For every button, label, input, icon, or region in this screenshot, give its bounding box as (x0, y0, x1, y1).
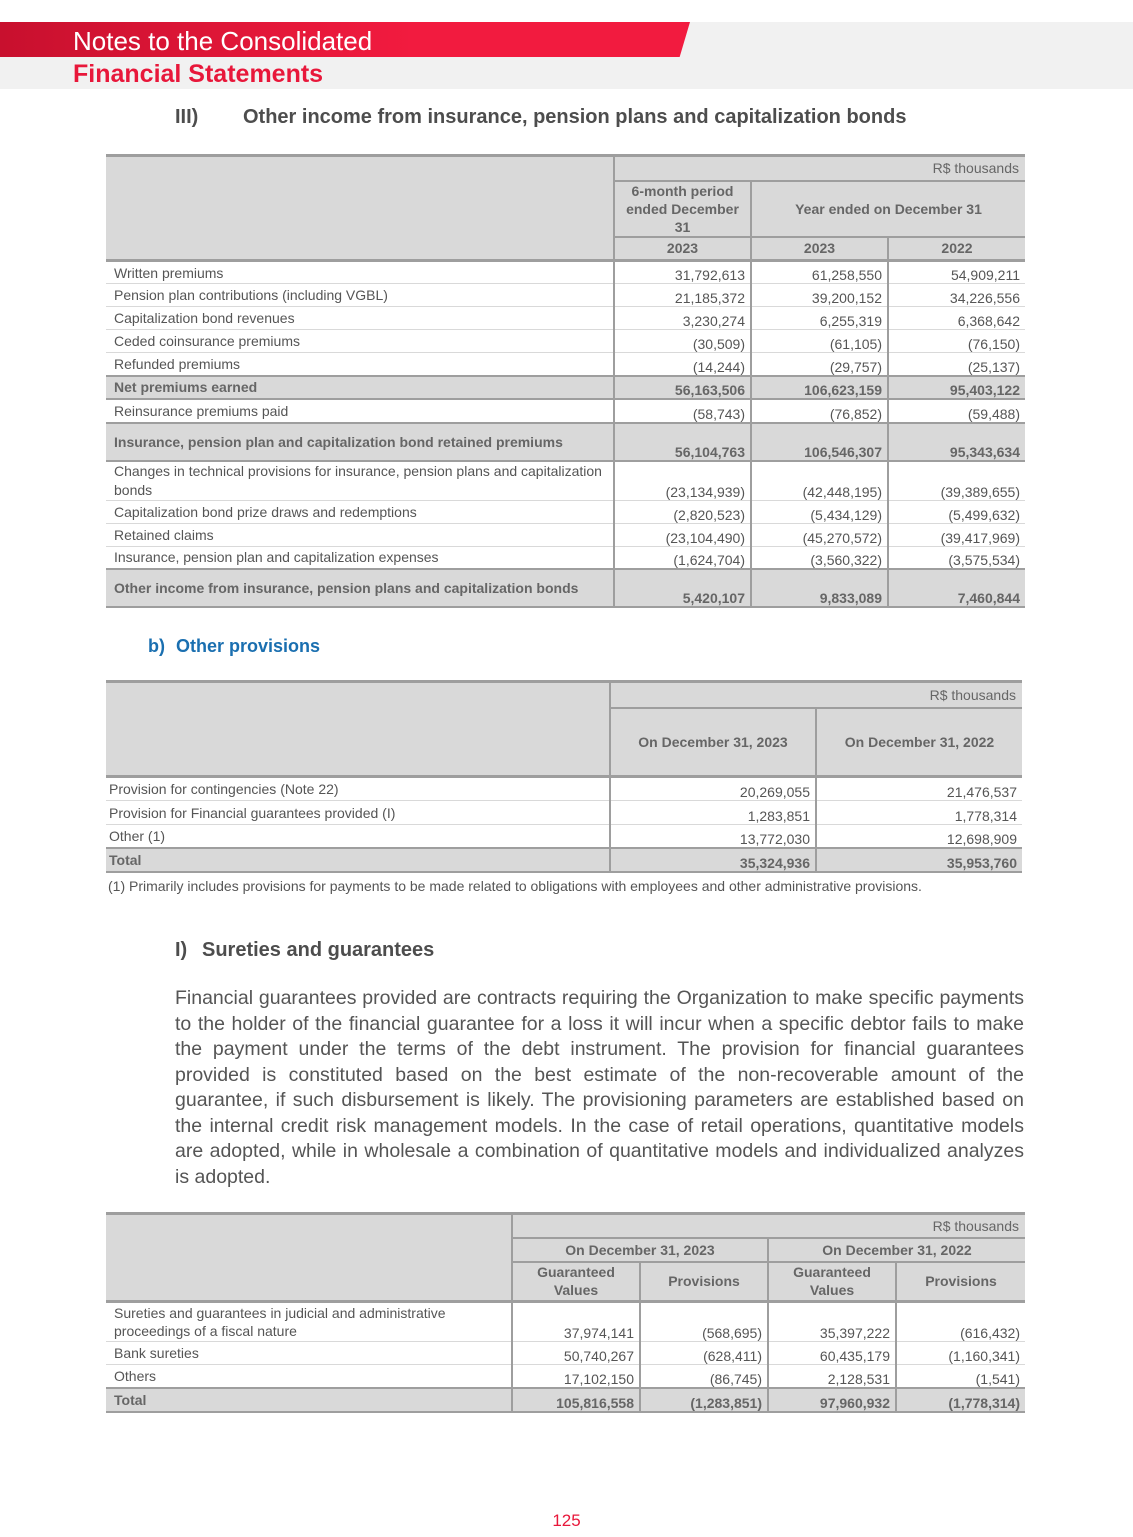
cell-value: (1,541) (896, 1365, 1025, 1388)
cell-value: 50,740,267 (512, 1342, 640, 1365)
table-row (106, 546, 1025, 569)
cell-value: 56,163,506 (614, 376, 751, 399)
cell-value: 17,102,150 (512, 1365, 640, 1388)
table-row (106, 461, 1025, 501)
cell-value: (30,509) (614, 330, 751, 353)
table-row (106, 330, 1025, 353)
page-number: 125 (552, 1511, 581, 1530)
row-label: Ceded coinsurance premiums (106, 330, 614, 353)
cell-value: 35,953,760 (816, 848, 1022, 872)
row-label: Capitalization bond prize draws and redemptions (106, 500, 614, 523)
cell-value: 12,698,909 (816, 825, 1022, 848)
cell-value: 2,128,531 (768, 1365, 896, 1388)
cell-value: 106,623,159 (751, 376, 888, 399)
subtotal-row (106, 376, 1025, 399)
cell-value: 60,435,179 (768, 1342, 896, 1365)
cell-value: 106,546,307 (751, 423, 888, 461)
cell-value: (61,105) (751, 330, 888, 353)
cell-value: (39,389,655) (888, 461, 1025, 501)
footnote: (1) Primarily includes provisions for payments to be made related to obligations with employees and other administrative provisions. (108, 878, 922, 894)
row-label: Refunded premiums (106, 353, 614, 376)
row-label: Net premiums earned (106, 376, 614, 399)
cell-value: 95,343,634 (888, 423, 1025, 461)
row-label: Changes in technical provisions for insurance, pension plans and capitalization bonds (106, 461, 614, 501)
cell-value: (1,283,851) (640, 1388, 768, 1412)
cell-value: (76,852) (751, 399, 888, 423)
row-label: Insurance, pension plan and capitalization expenses (106, 546, 614, 569)
sectioni-number: I) (175, 939, 188, 961)
total-row (106, 848, 1022, 872)
row-label: Reinsurance premiums paid (106, 399, 614, 423)
cell-value: (59,488) (888, 399, 1025, 423)
row-label: Other income from insurance, pension plans and capitalization bonds (106, 569, 614, 607)
table-row (106, 399, 1025, 423)
header-title-line2: Financial Statements (73, 60, 324, 88)
col-header: Provisions (640, 1262, 768, 1302)
cell-value: 95,403,122 (888, 376, 1025, 399)
table-row (106, 307, 1025, 330)
row-label: Other (1) (106, 825, 610, 848)
col-group-6month: 6-month period ended December 31 (614, 181, 751, 237)
cell-value: 6,368,642 (888, 307, 1025, 330)
header-blank-cell (106, 1214, 512, 1302)
cell-value: 21,185,372 (614, 284, 751, 307)
cell-value: (568,695) (640, 1302, 768, 1342)
row-label: Others (106, 1365, 512, 1388)
cell-value: (42,448,195) (751, 461, 888, 501)
cell-value: 21,476,537 (816, 777, 1022, 801)
cell-value: (14,244) (614, 353, 751, 376)
unit-label: R$ thousands (614, 156, 1025, 181)
row-label: Bank sureties (106, 1342, 512, 1365)
col-year: 2023 (614, 237, 751, 261)
col-group-year: Year ended on December 31 (751, 181, 1025, 237)
sectionb-title: Other provisions (176, 636, 321, 656)
table-row (106, 801, 1022, 825)
sureties-guarantees-table (106, 1212, 1025, 1413)
insurance-income-table (106, 154, 1025, 608)
cell-value: 31,792,613 (614, 261, 751, 284)
other-provisions-table (106, 680, 1022, 873)
cell-value: 13,772,030 (610, 825, 816, 848)
row-label: Total (106, 848, 610, 872)
cell-value: 3,230,274 (614, 307, 751, 330)
col-header: Guaranteed Values (512, 1262, 640, 1302)
cell-value: (3,560,322) (751, 546, 888, 569)
sectionb-label: b) (148, 636, 165, 656)
row-label: Sureties and guarantees in judicial and administrative proceedings of a fiscal nature (106, 1302, 512, 1342)
cell-value: 35,324,936 (610, 848, 816, 872)
cell-value: (5,499,632) (888, 500, 1025, 523)
table-row (106, 500, 1025, 523)
table-row (106, 1365, 1025, 1388)
cell-value: 54,909,211 (888, 261, 1025, 284)
cell-value: (5,434,129) (751, 500, 888, 523)
cell-value: (29,757) (751, 353, 888, 376)
total-row (106, 1388, 1025, 1412)
cell-value: (58,743) (614, 399, 751, 423)
row-label: Provision for Financial guarantees provided (I) (106, 801, 610, 825)
cell-value: 35,397,222 (768, 1302, 896, 1342)
cell-value: (76,150) (888, 330, 1025, 353)
col-group-2022: On December 31, 2022 (768, 1238, 1025, 1262)
row-label: Insurance, pension plan and capitalization bond retained premiums (106, 423, 614, 461)
section3-number: III) (175, 106, 199, 128)
row-label: Provision for contingencies (Note 22) (106, 777, 610, 801)
row-label: Retained claims (106, 523, 614, 546)
col-header: On December 31, 2022 (816, 708, 1022, 777)
table-row (106, 1342, 1025, 1365)
cell-value: 1,778,314 (816, 801, 1022, 825)
cell-value: (1,624,704) (614, 546, 751, 569)
cell-value: 56,104,763 (614, 423, 751, 461)
cell-value: (25,137) (888, 353, 1025, 376)
header-blank-cell (106, 682, 610, 777)
cell-value: 5,420,107 (614, 569, 751, 607)
table-row (106, 1302, 1025, 1342)
cell-value: (45,270,572) (751, 523, 888, 546)
row-label: Written premiums (106, 261, 614, 284)
table-row (106, 523, 1025, 546)
col-year: 2022 (888, 237, 1025, 261)
cell-value: (2,820,523) (614, 500, 751, 523)
header-blank-cell (106, 156, 614, 261)
cell-value: 20,269,055 (610, 777, 816, 801)
col-header: Provisions (896, 1262, 1025, 1302)
header-title-line1: Notes to the Consolidated (73, 26, 373, 56)
cell-value: (1,160,341) (896, 1342, 1025, 1365)
table-row (106, 353, 1025, 376)
cell-value: 61,258,550 (751, 261, 888, 284)
cell-value: (86,745) (640, 1365, 768, 1388)
table-row (106, 284, 1025, 307)
cell-value: (1,778,314) (896, 1388, 1025, 1412)
cell-value: (39,417,969) (888, 523, 1025, 546)
col-header: On December 31, 2023 (610, 708, 816, 777)
cell-value: 37,974,141 (512, 1302, 640, 1342)
cell-value: (23,134,939) (614, 461, 751, 501)
cell-value: 6,255,319 (751, 307, 888, 330)
cell-value: (3,575,534) (888, 546, 1025, 569)
unit-label: R$ thousands (512, 1214, 1025, 1238)
cell-value: 34,226,556 (888, 284, 1025, 307)
subtotal-row (106, 423, 1025, 461)
col-group-2023: On December 31, 2023 (512, 1238, 768, 1262)
cell-value: 1,283,851 (610, 801, 816, 825)
cell-value: 105,816,558 (512, 1388, 640, 1412)
sectioni-title: Sureties and guarantees (202, 939, 435, 961)
cell-value: (616,432) (896, 1302, 1025, 1342)
row-label: Total (106, 1388, 512, 1412)
cell-value: 39,200,152 (751, 284, 888, 307)
section3-title: Other income from insurance, pension plans and capitalization bonds (243, 106, 907, 128)
cell-value: 9,833,089 (751, 569, 888, 607)
cell-value: 97,960,932 (768, 1388, 896, 1412)
table-row (106, 261, 1025, 284)
col-header: Guaranteed Values (768, 1262, 896, 1302)
sureties-paragraph: Financial guarantees provided are contracts requiring the Organization to make specific payments to the holder of the financial guarantee for a loss it will incur when a specific debtor fails to make the payment under the terms of the debt instrument. The provision for financial guarantees provided is constituted based on the best estimate of the non-recoverable amount of the guarantee, if such disbursement is likely. The provisioning parameters are established based on the internal credit risk management models. In the case of retail operations, quantitative models are adopted, while in wholesale a combination of quantitative models and individualized analyzes is adopted. (175, 987, 1024, 1188)
unit-label: R$ thousands (610, 682, 1022, 708)
cell-value: 7,460,844 (888, 569, 1025, 607)
table-row (106, 777, 1022, 801)
row-label: Capitalization bond revenues (106, 307, 614, 330)
cell-value: (23,104,490) (614, 523, 751, 546)
col-year: 2023 (751, 237, 888, 261)
cell-value: (628,411) (640, 1342, 768, 1365)
table-row (106, 825, 1022, 848)
row-label: Pension plan contributions (including VGBL) (106, 284, 614, 307)
total-row (106, 569, 1025, 607)
